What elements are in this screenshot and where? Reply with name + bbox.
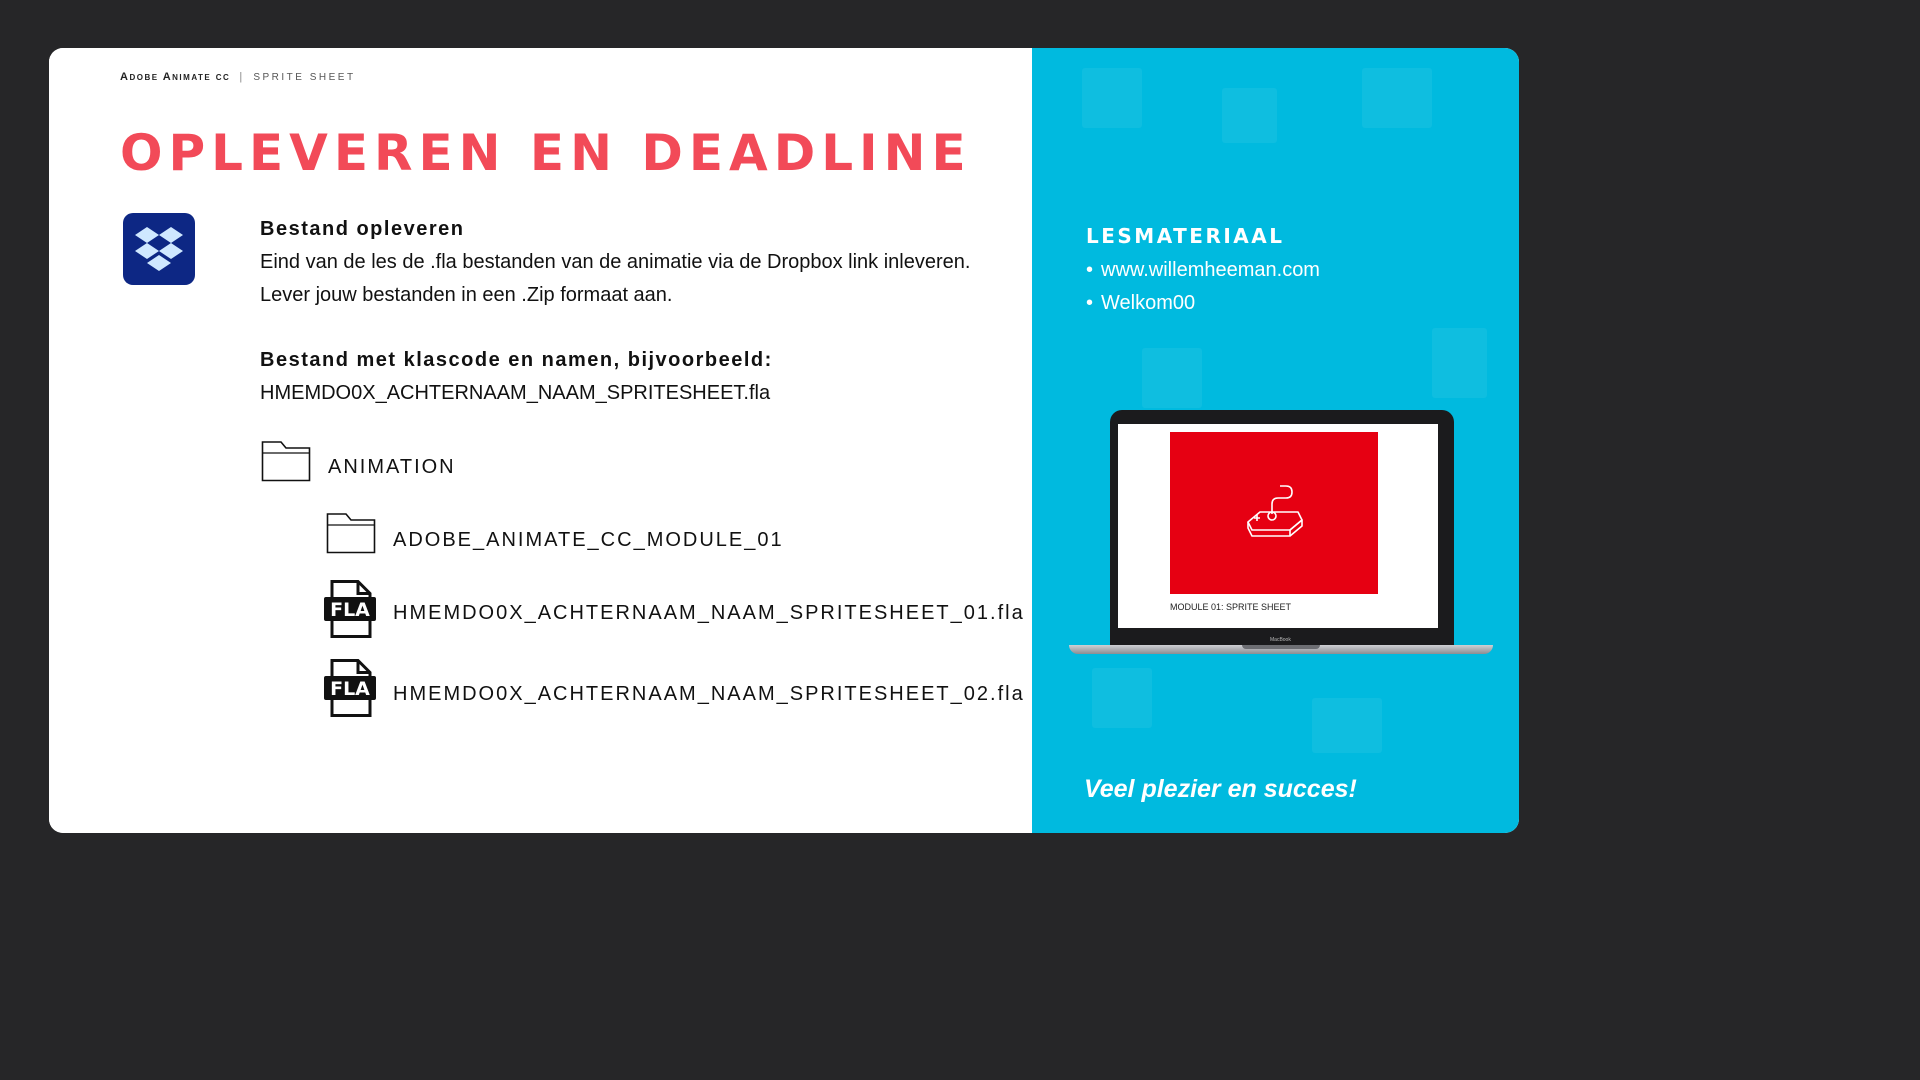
- laptop-brand: MacBook: [1270, 637, 1291, 643]
- tree-folder-label[interactable]: ADOBE_ANIMATE_CC_MODULE_01: [393, 529, 784, 551]
- laptop-mockup: [1110, 410, 1454, 646]
- tree-root-label[interactable]: ANIMATION: [328, 456, 456, 478]
- closing-message: Veel plezier en succes!: [1084, 775, 1357, 803]
- laptop-caption: MODULE 01: SPRITE SHEET: [1170, 602, 1292, 612]
- bg-pattern: [1222, 88, 1277, 143]
- delivery-heading: Bestand opleveren: [260, 218, 465, 240]
- bg-pattern: [1312, 698, 1382, 753]
- breadcrumb-section: SPRITE SHEET: [253, 72, 356, 83]
- joystick-icon: [1240, 484, 1306, 544]
- bg-pattern: [1142, 348, 1202, 408]
- page-title: OPLEVEREN EN DEADLINE: [120, 124, 972, 182]
- delivery-line-2: Lever jouw bestanden in een .Zip formaat aan.: [260, 284, 673, 306]
- link-welkom[interactable]: [1086, 292, 1195, 315]
- bg-pattern: [1092, 668, 1152, 728]
- dropbox-icon: [123, 213, 195, 285]
- fla-file-icon: [324, 580, 376, 638]
- breadcrumb-app: Adobe Animate cc: [120, 71, 231, 83]
- module-thumbnail[interactable]: [1170, 432, 1378, 594]
- laptop-notch: [1242, 645, 1320, 649]
- bullet: •: [1086, 292, 1094, 314]
- sidebar-heading: LESMATERIAAL: [1086, 224, 1285, 248]
- bg-pattern: [1432, 328, 1487, 398]
- bg-pattern: [1362, 68, 1432, 128]
- bullet: •: [1086, 259, 1094, 281]
- tree-file-1-label[interactable]: HMEMDO0X_ACHTERNAAM_NAAM_SPRITESHEET_01.fla: [393, 602, 1025, 624]
- fla-file-icon: [324, 659, 376, 717]
- tree-file-2-label[interactable]: HMEMDO0X_ACHTERNAAM_NAAM_SPRITESHEET_02.fla: [393, 683, 1025, 705]
- fla-badge: FLA: [330, 678, 370, 700]
- folder-icon: [261, 440, 311, 482]
- link-website[interactable]: [1086, 259, 1320, 282]
- delivery-line-1: Eind van de les de .fla bestanden van de animatie via de Dropbox link inleveren.: [260, 251, 971, 273]
- fla-badge: FLA: [330, 599, 370, 621]
- laptop-display: [1118, 424, 1438, 628]
- naming-heading: Bestand met klascode en namen, bijvoorbeeld:: [260, 349, 773, 371]
- slide-card: [49, 48, 1519, 833]
- naming-example: HMEMDO0X_ACHTERNAAM_NAAM_SPRITESHEET.fla: [260, 382, 771, 404]
- link-website-label: www.willemheeman.com: [1101, 259, 1320, 281]
- folder-icon: [326, 512, 376, 554]
- bg-pattern: [1082, 68, 1142, 128]
- link-welkom-label: Welkom00: [1101, 292, 1196, 314]
- sidebar-panel: [1032, 48, 1519, 833]
- breadcrumb-separator: |: [239, 71, 245, 83]
- content-panel: [49, 48, 1032, 833]
- breadcrumb: [120, 71, 356, 83]
- dropbox-tile[interactable]: [123, 213, 195, 285]
